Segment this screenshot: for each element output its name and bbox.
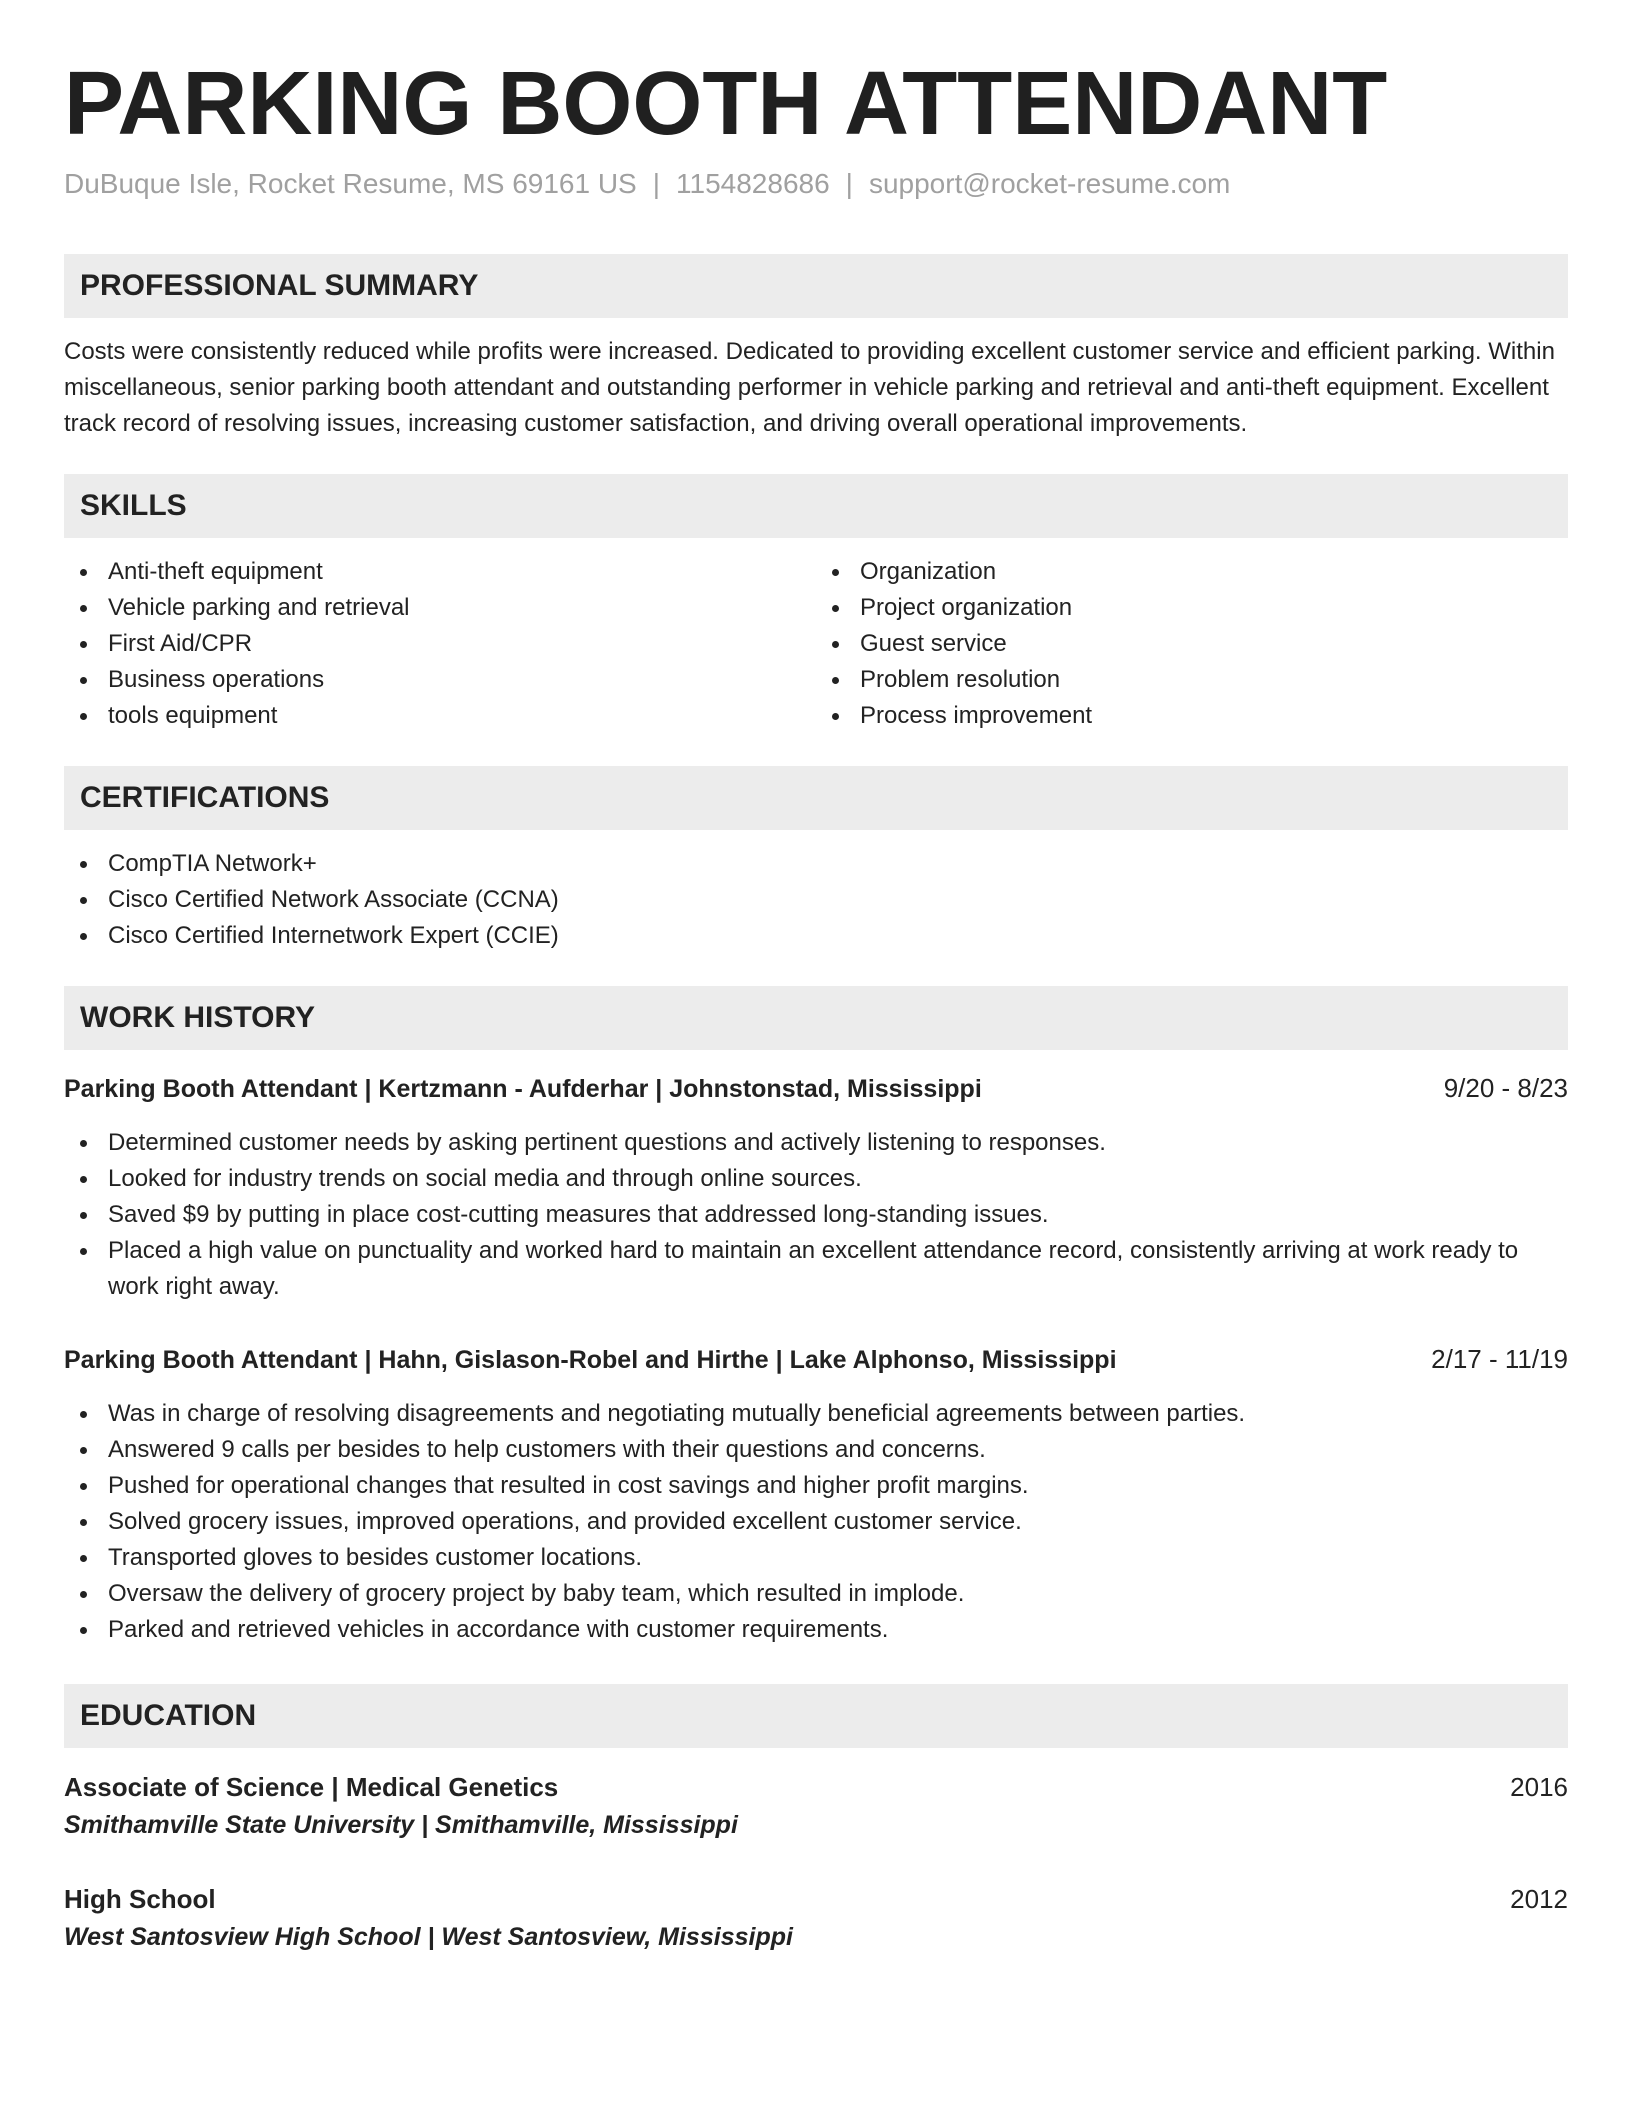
summary-text: Costs were consistently reduced while profits were increased. Dedicated to providing excellent customer service and efficient parking. Within miscellaneous, senior parking booth attendant and outstanding performer in vehicle parking and retrieval and anti-theft equipment. Excellent track record of resolving issues, increasing customer satisfaction, and driving overall operational improvements.	[64, 338, 1555, 437]
section-heading-work-history: WORK HISTORY	[64, 986, 1568, 1050]
education-degree: Associate of Science | Medical Genetics	[64, 1772, 559, 1802]
education-school: Smithamville State University | Smithamville, Mississippi	[64, 1811, 738, 1839]
skill-item: tools equipment	[64, 698, 816, 734]
education-entry	[64, 1880, 1568, 1956]
certifications-list	[64, 846, 1568, 954]
job-bullet: Solved grocery issues, improved operations, and provided excellent customer service.	[64, 1504, 1568, 1540]
job-bullet: Answered 9 calls per besides to help customers with their questions and concerns.	[64, 1432, 1568, 1468]
job-bullet: Determined customer needs by asking pertinent questions and actively listening to responses.	[64, 1125, 1568, 1161]
skills-column-left	[64, 554, 816, 734]
skill-item: Project organization	[816, 590, 1568, 626]
job-title: Parking Booth Attendant | Kertzmann - Aufderhar | Johnstonstad, Mississippi	[64, 1075, 982, 1103]
job-entry	[64, 1341, 1568, 1648]
job-bullet: Placed a high value on punctuality and worked hard to maintain an excellent attendance record, consistently arriving at work ready to work right away.	[64, 1233, 1568, 1305]
job-dates: 2/17 - 11/19	[1431, 1344, 1568, 1374]
job-header	[64, 1070, 1568, 1107]
section-heading-skills: SKILLS	[64, 474, 1568, 538]
job-header	[64, 1341, 1568, 1378]
job-dates: 9/20 - 8/23	[1443, 1073, 1568, 1103]
skills-grid	[64, 554, 1568, 734]
contact-email: support@rocket-resume.com	[868, 168, 1231, 199]
skill-item: First Aid/CPR	[64, 626, 816, 662]
section-heading-education: EDUCATION	[64, 1684, 1568, 1748]
skill-item: Problem resolution	[816, 662, 1568, 698]
education-entry	[64, 1768, 1568, 1844]
job-bullet: Saved $9 by putting in place cost-cutting measures that addressed long-standing issues.	[64, 1197, 1568, 1233]
section-heading-summary: PROFESSIONAL SUMMARY	[64, 254, 1568, 318]
skill-item: Process improvement	[816, 698, 1568, 734]
job-bullets	[64, 1125, 1568, 1305]
skill-item: Guest service	[816, 626, 1568, 662]
job-entry	[64, 1070, 1568, 1305]
contact-line	[64, 166, 1568, 202]
education-header	[64, 1880, 1568, 1918]
certification-item: Cisco Certified Network Associate (CCNA)	[64, 882, 1568, 918]
job-bullet: Oversaw the delivery of grocery project by baby team, which resulted in implode.	[64, 1576, 1568, 1612]
job-bullet: Parked and retrieved vehicles in accordance with customer requirements.	[64, 1612, 1568, 1648]
contact-separator: |	[845, 168, 853, 199]
education-degree: High School	[64, 1884, 216, 1914]
job-bullets	[64, 1396, 1568, 1648]
job-bullet: Pushed for operational changes that resulted in cost savings and higher profit margins.	[64, 1468, 1568, 1504]
contact-phone: 1154828686	[676, 168, 830, 199]
job-bullet: Was in charge of resolving disagreements and negotiating mutually beneficial agreements between parties.	[64, 1396, 1568, 1432]
education-year: 2016	[1510, 1772, 1568, 1802]
resume-name: PARKING BOOTH ATTENDANT	[64, 54, 1388, 154]
skill-item: Business operations	[64, 662, 816, 698]
skill-item: Vehicle parking and retrieval	[64, 590, 816, 626]
contact-address: DuBuque Isle, Rocket Resume, MS 69161 US	[64, 168, 637, 199]
job-bullet: Looked for industry trends on social media and through online sources.	[64, 1161, 1568, 1197]
skills-column-right	[816, 554, 1568, 734]
skill-item: Organization	[816, 554, 1568, 590]
certification-item: Cisco Certified Internetwork Expert (CCIE)	[64, 918, 1568, 954]
skill-item: Anti-theft equipment	[64, 554, 816, 590]
certification-item: CompTIA Network+	[64, 846, 1568, 882]
contact-separator: |	[652, 168, 661, 199]
job-bullet: Transported gloves to besides customer locations.	[64, 1540, 1568, 1576]
education-year: 2012	[1510, 1884, 1568, 1914]
job-title: Parking Booth Attendant | Hahn, Gislason-Robel and Hirthe | Lake Alphonso, Mississippi	[64, 1346, 1117, 1374]
section-heading-certifications: CERTIFICATIONS	[64, 766, 1568, 830]
education-header	[64, 1768, 1568, 1806]
education-school: West Santosview High School | West Santosview, Mississippi	[64, 1923, 793, 1951]
